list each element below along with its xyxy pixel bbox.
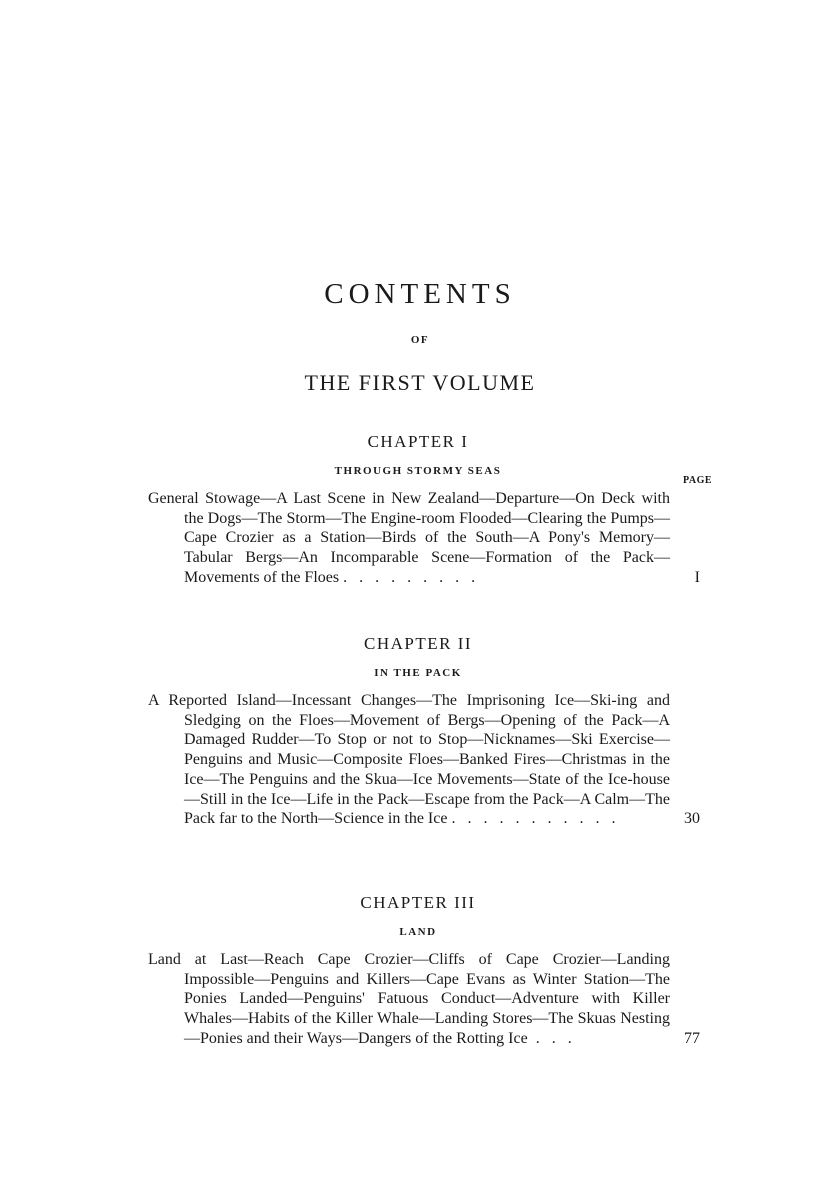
- chapter-page-number: 77: [684, 1029, 700, 1047]
- chapter-summary-text: A Reported Island—Incessant Changes—The Imprisoning Ice—Ski-ing and Sledging on the Floes—Movement of Bergs—Opening of the Pack—A Damaged Rudder—To Stop or not to Stop—Nicknames—Ski Exercise—Penguins and Music—Composite Floes—Banked Fires—Christmas in the Ice—The Penguins and the Skua—Ice Movements—State of the Ice-house—Still in the Ice—Life in the Pack—Escape from the Pack—A Calm—The Pack far to the North—Science in the Ice: [148, 692, 670, 828]
- volume-title: THE FIRST VOLUME: [304, 370, 536, 395]
- chapter-summary: [148, 691, 700, 829]
- chapter-entry: [148, 634, 708, 829]
- dot-leader: . . .: [527, 1029, 572, 1047]
- chapter-subtitle: LAND: [399, 926, 437, 938]
- contents-title: CONTENTS: [324, 278, 516, 310]
- page-column-label-text: PAGE: [683, 475, 713, 486]
- chapter-subtitle: IN THE PACK: [374, 667, 462, 679]
- chapter-page-number: 30: [684, 810, 700, 828]
- chapter-heading: CHAPTER I: [367, 432, 469, 451]
- chapter-page-number: I: [694, 568, 700, 586]
- dot-leader: . . . . . . . . .: [339, 568, 476, 586]
- chapter-entry: [148, 893, 708, 1049]
- chapter-summary-text: Land at Last—Reach Cape Crozier—Cliffs of Cape Crozier—Landing Impossible—Penguins and Killers—Cape Evans as Winter Station—The Ponies Landed—Penguins' Fatuous Conduct—Adventure with Killer Whales—Habits of the Killer Whale—Landing Stores—The Skuas Nesting—Ponies and their Ways—Dangers of the Rotting Ice: [148, 951, 670, 1047]
- chapter-entry: [148, 432, 708, 588]
- chapter-heading: CHAPTER II: [363, 634, 473, 653]
- chapter-summary-text: General Stowage—A Last Scene in New Zealand—Departure—On Deck with the Dogs—The Storm—The Engine-room Flooded—Clearing the Pumps—Cape Crozier as a Station—Birds of the South—A Pony's Memory—Tabular Bergs—An Incomparable Scene—Formation of the Pack—Movements of the Floes: [148, 490, 670, 586]
- chapter-summary: [148, 489, 700, 588]
- chapter-summary: [148, 950, 700, 1049]
- chapter-heading: CHAPTER III: [360, 893, 476, 912]
- of-label: OF: [410, 334, 430, 346]
- dot-leader: . . . . . . . . . . .: [447, 810, 616, 828]
- chapter-subtitle: THROUGH STORMY SEAS: [334, 465, 502, 477]
